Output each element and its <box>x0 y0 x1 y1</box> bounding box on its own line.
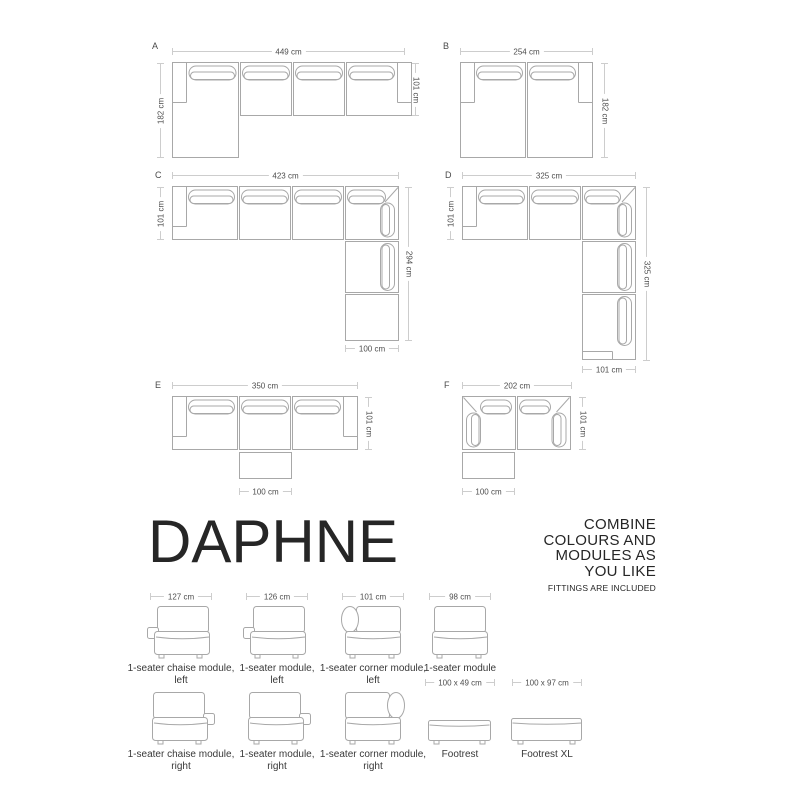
module-drawing <box>145 690 217 746</box>
chaise-module-left-frontview <box>145 604 217 660</box>
seat-module-right-frontview <box>241 690 313 746</box>
config-e-right-label: 101 cm <box>364 406 373 440</box>
fittings-note: FITTINGS ARE INCLUDED <box>547 583 656 593</box>
config-b-letter: B <box>443 41 450 51</box>
config-e-bottom-label: 100 cm <box>248 487 282 496</box>
config-b-right-label: 182 cm <box>600 93 609 127</box>
config-d-left-dimension <box>444 187 457 240</box>
tagline-line: COLOURS AND <box>543 531 656 549</box>
module-drawing <box>241 690 313 746</box>
corner-module-right-topview <box>518 397 571 450</box>
seat-module-right-topview <box>347 63 412 116</box>
chaise-module-left-topview <box>173 63 239 158</box>
corner-module-left-topview <box>463 397 516 450</box>
corner-module-topview <box>346 187 399 240</box>
module-cell-chaise-left <box>126 590 236 686</box>
config-c-letter: C <box>155 170 162 180</box>
tagline <box>400 517 656 579</box>
config-e-right-dimension <box>362 397 375 450</box>
module-dimension-empty <box>222 676 332 690</box>
module-dim-label: 101 cm <box>356 592 390 601</box>
config-f-letter: F <box>444 380 450 390</box>
config-d-bottom-label: 101 cm <box>592 365 626 374</box>
module-dimension <box>492 676 602 690</box>
seat-module-down-topview <box>583 242 636 293</box>
module-label-line2: left <box>366 674 380 686</box>
seat-module-topview <box>530 187 581 240</box>
module-drawing <box>241 604 313 660</box>
module-label-line1: 1-seater chaise module, <box>127 663 235 674</box>
config-a-right-label: 101 cm <box>411 72 420 106</box>
module-dim-label: 100 x 97 cm <box>521 678 573 687</box>
module-label-line1: Footrest XL <box>521 749 573 760</box>
config-d-right-dimension <box>640 187 653 361</box>
config-d-drawing <box>462 186 637 361</box>
config-f-right-dimension <box>576 397 589 450</box>
module-label <box>521 749 573 761</box>
module-label-line2: left <box>270 674 284 686</box>
module-dim-label: 98 cm <box>445 592 475 601</box>
chaise-module-left-topview <box>461 63 526 158</box>
config-e-drawing <box>172 396 359 480</box>
footrest-topview <box>240 453 292 479</box>
config-c-drawing <box>172 186 400 342</box>
module-dimension <box>405 590 515 604</box>
module-label-line2: right <box>267 760 287 772</box>
module-drawing <box>509 690 585 746</box>
footrest-frontview <box>424 706 496 746</box>
module-label-line2: right <box>363 760 383 772</box>
module-label-line1: 1-seater module, <box>239 749 315 760</box>
config-b-width-label: 254 cm <box>509 47 543 56</box>
corner-module-left-frontview <box>337 604 409 660</box>
module-drawing <box>337 604 409 660</box>
config-c-width-label: 423 cm <box>268 171 302 180</box>
module-label-line1: 1-seater module <box>423 663 497 674</box>
footrest-xl-topview <box>346 295 399 341</box>
config-c-left-dimension <box>154 187 167 240</box>
module-drawing <box>145 604 217 660</box>
seat-module-right-topview <box>293 397 358 450</box>
module-cell-seat <box>405 590 515 675</box>
module-dim-label: 127 cm <box>164 592 198 601</box>
config-a-width-dimension <box>172 45 405 58</box>
config-d-bottom-dimension <box>582 363 636 376</box>
config-d-width-label: 325 cm <box>532 171 566 180</box>
module-drawing <box>337 690 409 746</box>
config-d-width-dimension <box>462 169 636 182</box>
config-a-width-label: 449 cm <box>271 47 305 56</box>
module-dim-label: 126 cm <box>260 592 294 601</box>
config-d-letter: D <box>445 170 452 180</box>
chaise-module-right-frontview <box>145 690 217 746</box>
config-a-letter: A <box>152 41 159 51</box>
tagline-line: YOU LIKE <box>584 562 656 580</box>
config-a-left-dimension <box>154 63 167 158</box>
seat-module-topview <box>294 63 345 116</box>
module-label <box>128 749 235 772</box>
module-label-line1: 1-seater corner module, <box>319 663 427 674</box>
module-dimension-empty <box>126 676 236 690</box>
module-label-line2: right <box>171 760 191 772</box>
config-e-width-label: 350 cm <box>248 381 282 390</box>
chaise-module-right-down-topview <box>583 295 636 360</box>
config-d-right-label: 325 cm <box>642 257 651 291</box>
module-label-line1: 1-seater chaise module, <box>127 749 235 760</box>
module-label-line2: left <box>174 674 188 686</box>
seat-module-left-topview <box>173 187 238 240</box>
config-e-width-dimension <box>172 379 358 392</box>
config-f-width-dimension <box>462 379 572 392</box>
config-c-left-label: 101 cm <box>156 196 165 230</box>
module-drawing <box>424 690 496 746</box>
module-label <box>442 749 479 761</box>
corner-module-right-frontview <box>337 690 409 746</box>
corner-module-topview <box>583 187 636 240</box>
seat-module-left-frontview <box>241 604 313 660</box>
seat-module-left-topview <box>173 397 238 450</box>
module-dimension <box>126 590 236 604</box>
seat-module-frontview <box>424 604 496 660</box>
config-c-bottom-label: 100 cm <box>355 344 389 353</box>
module-drawing <box>424 604 496 660</box>
config-b-width-dimension <box>460 45 593 58</box>
config-a-left-label: 182 cm <box>156 93 165 127</box>
module-label-line1: Footrest <box>441 749 479 760</box>
module-label-line1: 1-seater corner module, <box>319 749 427 760</box>
config-e-bottom-dimension <box>239 485 292 498</box>
seat-module-topview <box>241 63 292 116</box>
module-cell-footrest-xl <box>492 676 602 761</box>
config-f-width-label: 202 cm <box>500 381 534 390</box>
module-dim-label: 100 x 49 cm <box>434 678 486 687</box>
config-a-drawing <box>172 62 412 159</box>
module-label <box>239 749 314 772</box>
module-cell-seat-right <box>222 676 332 772</box>
config-f-right-label: 101 cm <box>578 406 587 440</box>
config-b-drawing <box>460 62 594 159</box>
module-cell-seat-left <box>222 590 332 686</box>
tagline-line: COMBINE <box>583 516 656 533</box>
config-b-right-dimension <box>598 63 611 158</box>
footrest-topview <box>463 453 515 479</box>
config-f-bottom-label: 100 cm <box>471 487 505 496</box>
seat-module-topview <box>293 187 344 240</box>
seat-module-topview <box>240 187 291 240</box>
seat-module-topview <box>240 397 291 450</box>
seat-module-left-topview <box>463 187 528 240</box>
product-title: DAPHNE <box>148 508 399 575</box>
seat-module-down-topview <box>346 242 399 293</box>
module-cell-chaise-right <box>126 676 236 772</box>
config-d-left-label: 101 cm <box>446 196 455 230</box>
module-label <box>424 663 496 675</box>
config-c-width-dimension <box>172 169 399 182</box>
module-label-line1: 1-seater module, <box>239 663 315 674</box>
config-c-right-dimension <box>402 187 415 341</box>
config-f-bottom-dimension <box>462 485 515 498</box>
chaise-module-right-topview <box>528 63 593 158</box>
config-c-right-label: 294 cm <box>404 247 413 281</box>
config-f-drawing <box>462 396 573 480</box>
tagline-line: MODULES AS <box>555 547 656 564</box>
footrest-xl-frontview <box>509 706 585 746</box>
config-e-letter: E <box>155 380 162 390</box>
config-c-bottom-dimension <box>345 342 399 355</box>
module-dimension <box>222 590 332 604</box>
